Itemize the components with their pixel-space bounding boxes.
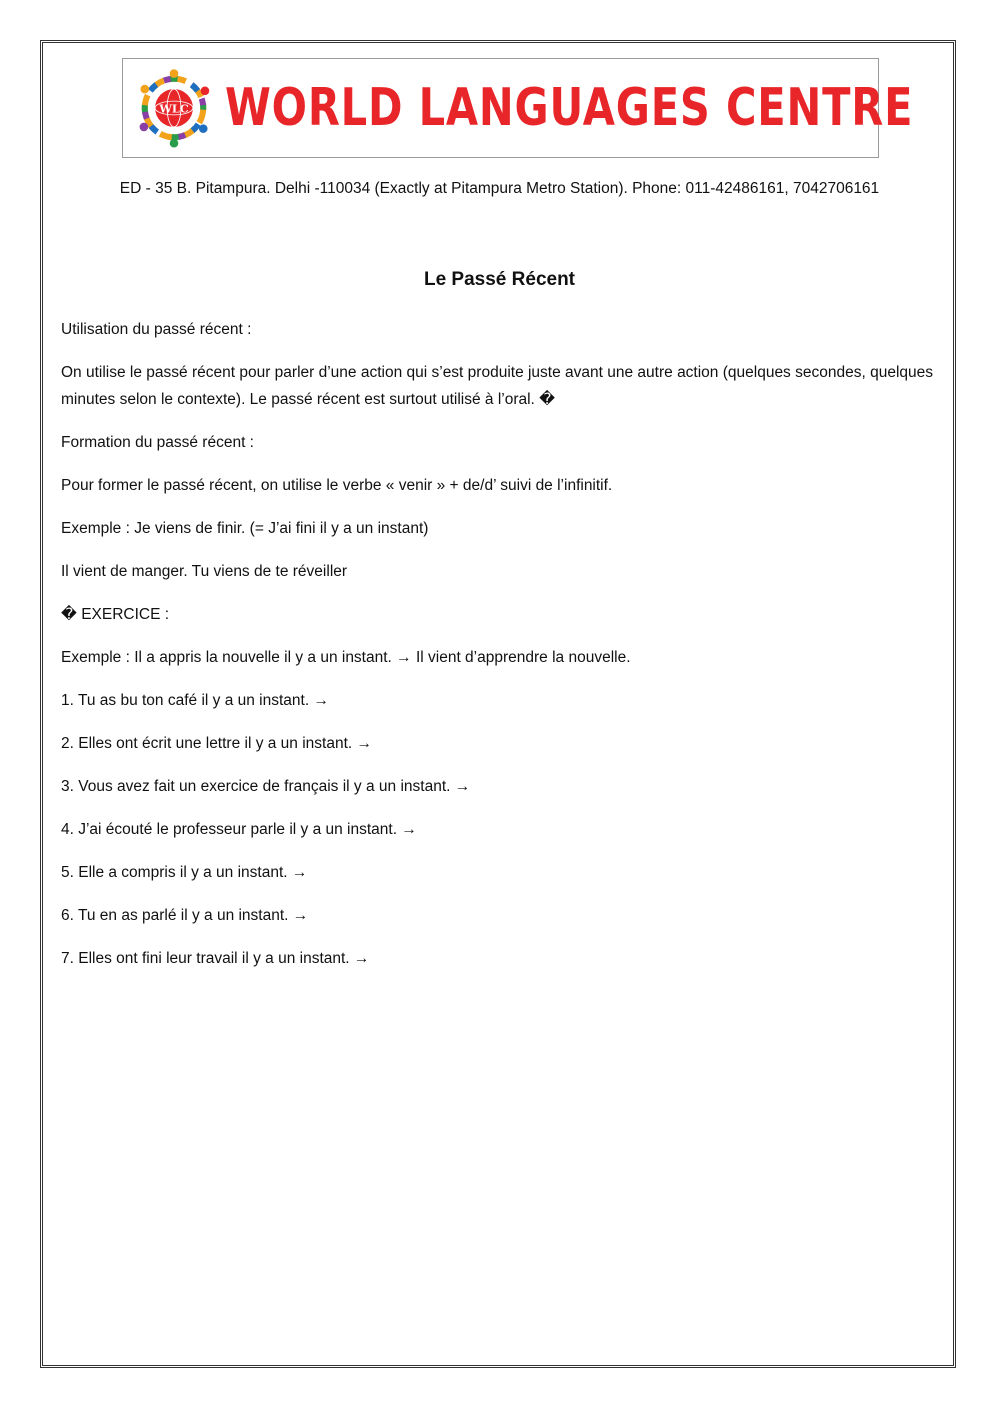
logo-emblem-text: WLC xyxy=(159,102,189,116)
formation-heading: Formation du passé récent : xyxy=(61,434,254,451)
logo-banner xyxy=(122,58,914,158)
exercise-heading: � EXERCICE : xyxy=(61,606,170,623)
logo-text: WORLD LANGUAGES CENTRE xyxy=(225,78,914,138)
wlc-emblem-icon xyxy=(131,65,217,151)
page-title: Le Passé Récent xyxy=(423,269,576,290)
formation-text: Pour former le passé récent, on utilise le verbe « venir » + de/d’ suivi de l’infinitif. xyxy=(61,477,613,494)
worksheet-content xyxy=(61,316,941,988)
usage-text: On utilise le passé récent pour parler d’une action qui s’est produite juste avant une autre action (quelques secondes, quelques minutes selon le contexte). Le passé récent est surtout utilisé à l’oral. � xyxy=(61,364,933,408)
exercise-item: 2. Elles ont écrit une lettre il y a un instant. → xyxy=(61,735,373,752)
address-line: ED - 35 B. Pitampura. Delhi -110034 (Exactly at Pitampura Metro Station). Phone: 011-42486161, 7042706161 xyxy=(119,180,880,197)
exercise-example: Exemple : Il a appris la nouvelle il y a un instant. → Il vient d’apprendre la nouvelle. xyxy=(61,649,631,666)
example-line: Exemple : Je viens de finir. (= J’ai fini il y a un instant) xyxy=(61,520,429,537)
usage-heading: Utilisation du passé récent : xyxy=(61,321,252,338)
exercise-item: 5. Elle a compris il y a un instant. → xyxy=(61,864,308,881)
exercise-item: 4. J’ai écouté le professeur parle il y a un instant. → xyxy=(61,821,417,838)
example-line: Il vient de manger. Tu viens de te réveiller xyxy=(61,563,348,580)
exercise-item: 1. Tu as bu ton café il y a un instant. → xyxy=(61,692,329,709)
exercise-item: 7. Elles ont fini leur travail il y a un instant. → xyxy=(61,950,370,967)
exercise-item: 3. Vous avez fait un exercice de français il y a un instant. → xyxy=(61,778,471,795)
exercise-item: 6. Tu en as parlé il y a un instant. → xyxy=(61,907,309,924)
